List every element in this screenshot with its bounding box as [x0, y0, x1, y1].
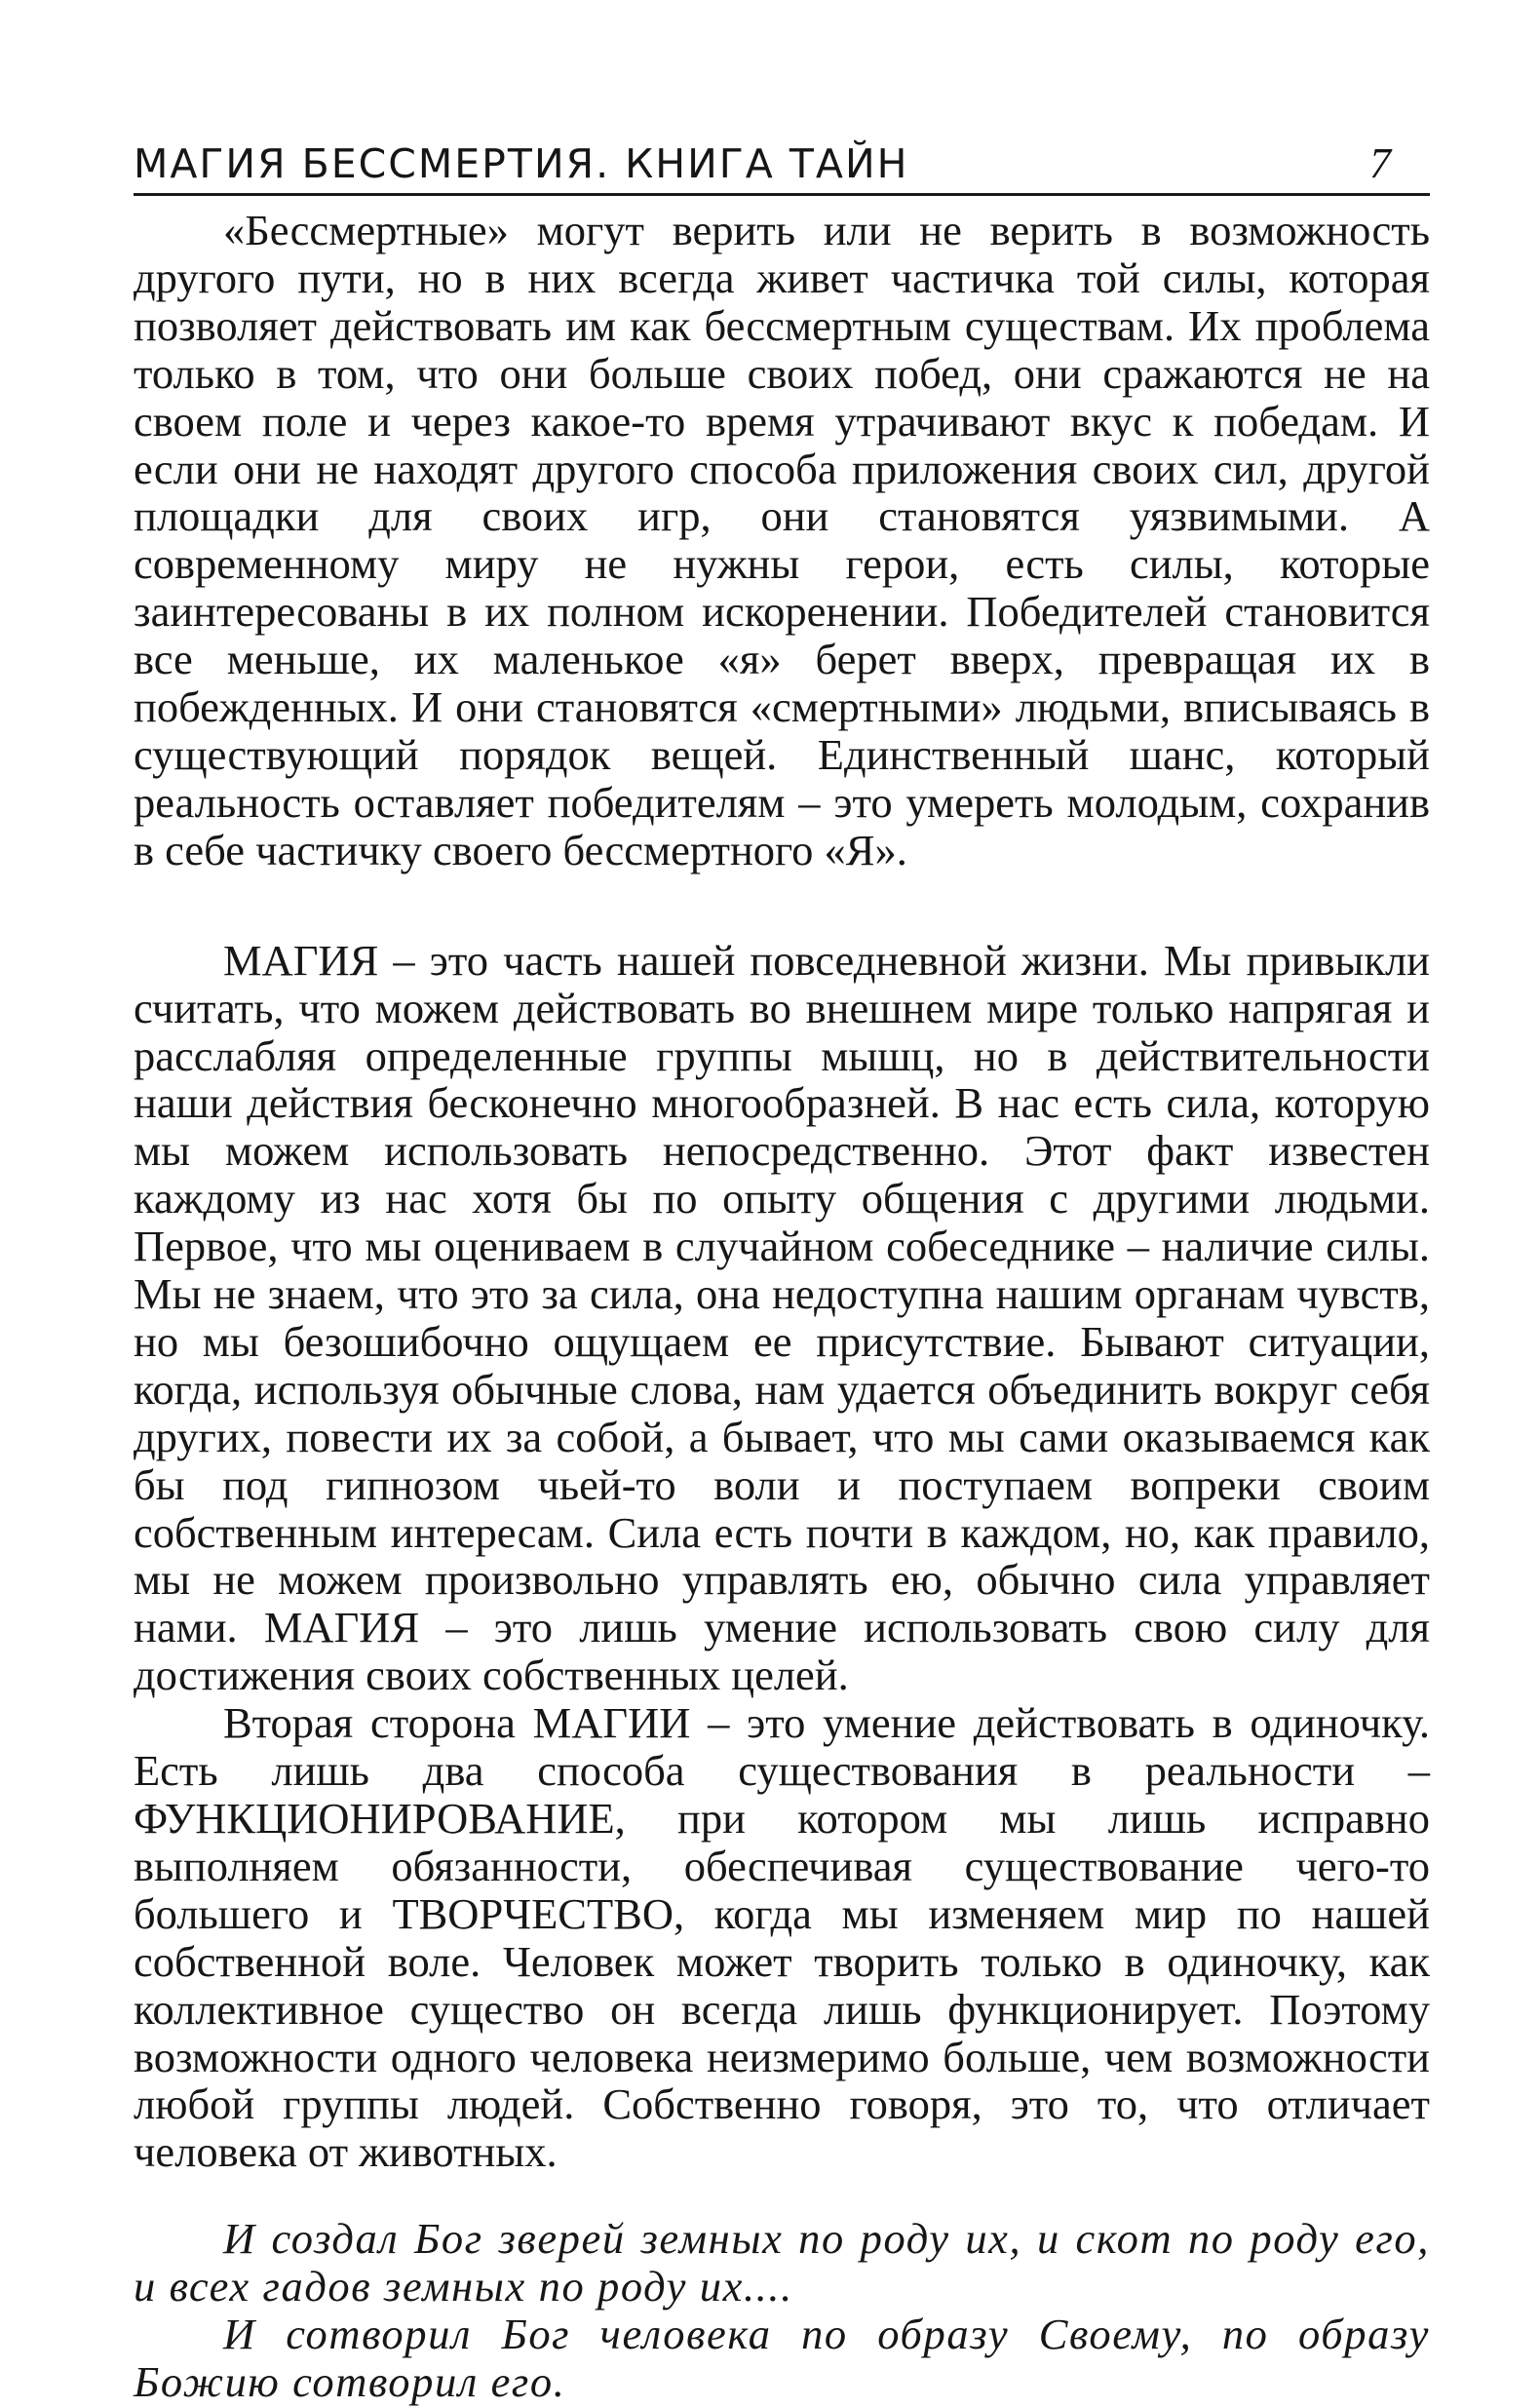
quote-creation-man: И сотворил Бог человека по образу Своему, по образу Божию сотворил его. [134, 2310, 1430, 2406]
paragraph-magic-everyday: МАГИЯ – это часть нашей повседневной жизни. Мы привыкли считать, что можем действовать во внешнем мире только напрягая и расслабляя определенные группы мышц, но в действительности наши действия бесконечно многообразней. В нас есть сила, которую мы можем использовать непосредственно. Этот факт известен каждому из нас хотя бы по опыту общения с другими людьми. Первое, что мы оцениваем в случайном собеседнике – наличие силы. Мы не знаем, что это за сила, она недоступна нашим органам чувств, но мы безошибочно ощущаем ее присутствие. Бывают ситуации, когда, используя обычные слова, нам удается объединить вокруг себя других, повести их за собой, а бывает, что мы сами оказываемся как бы под гипнозом чьей-то воли и поступаем вопреки своим собственным интересам. Сила есть почти в каждом, но, как правило, мы не можем произвольно управлять ею, обычно сила управляет нами. МАГИЯ – это лишь умение использовать свою силу для достижения своих собственных целей. [134, 935, 1430, 1700]
page-number: 7 [1369, 139, 1391, 187]
quote-creation-animals: И создал Бог зверей земных по роду их, и скот по роду его, и всех гадов земных по роду их.... [134, 2214, 1430, 2311]
epigraph-quotes [134, 2215, 1430, 2406]
section-break [134, 874, 1430, 937]
running-header [134, 136, 1430, 196]
body-text [134, 207, 1430, 2406]
paragraph-immortals: «Бессмертные» могут верить или не верить в возможность другого пути, но в них всегда живет частичка той силы, которая позволяет действовать им как бессмертным существам. Их проблема только в том, что они больше своих побед, они сражаются не на своем поле и через какое-то время утрачивают вкус к победам. И если они не находят другого способа приложения своих сил, другой площадки для своих игр, они становятся уязвимыми. А современному миру не нужны герои, есть силы, которые заинтересованы в их полном искоренении. Победителей становится все меньше, их маленькое «я» берет вверх, превращая их в побежденных. И они становятся «смертными» людьми, вписываясь в существующий порядок вещей. Единственный шанс, который реальность оставляет победителям – это умереть молодым, сохранив в себе частичку своего бессмертного «Я». [134, 206, 1430, 874]
paragraph-magic-alone: Вторая сторона МАГИИ – это умение действовать в одиночку. Есть лишь два способа существования в реальности – ФУНКЦИОНИРОВАНИЕ, при котором мы лишь исправно выполняем обязанности, обеспечивая существование чего-то большего и ТВОРЧЕСТВО, когда мы изменяем мир по нашей собственной воле. Человек может творить только в одиночку, как коллективное существо он всегда лишь функционирует. Поэтому возможности одного человека неизмеримо больше, чем возможности любой группы людей. Собственно говоря, это то, что отличает человека от животных. [134, 1698, 1430, 2177]
book-title: МАГИЯ БЕССМЕРТИЯ. КНИГА ТАЙН [134, 140, 909, 187]
